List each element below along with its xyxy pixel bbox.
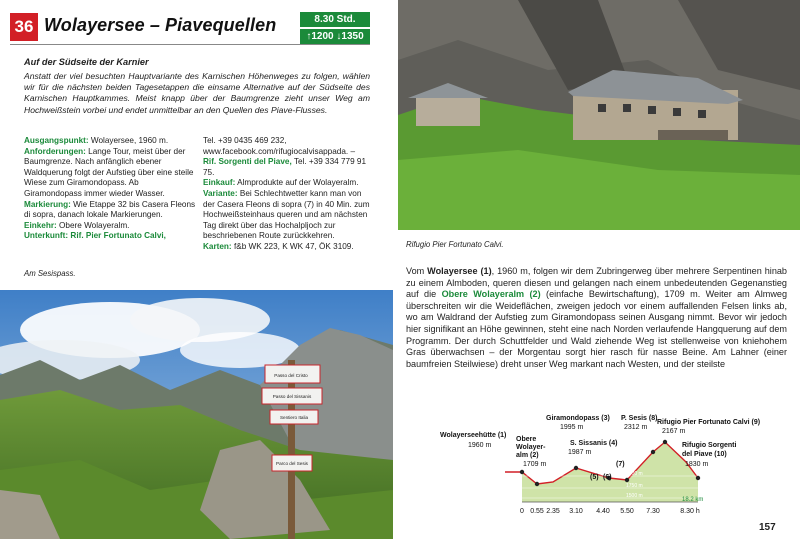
profile-point [535,482,539,486]
alt-tick: 1500 m [626,493,643,499]
profile-alt: 1960 m [468,442,492,449]
profile-point [663,440,667,444]
info-column-left [24,136,196,242]
time-tick: 3.10 [569,508,583,515]
profile-marker: (6) [603,474,612,481]
profile-alt: 1709 m [523,461,547,468]
altitude-badge: ↑1200 ↓1350 [300,29,370,44]
photo-caption-rifugio: Rifugio Pier Fortunato Calvi. [406,240,504,249]
profile-alt: 1830 m [685,461,709,468]
profile-marker: (7) [616,461,625,468]
landscape-illustration [0,290,393,539]
info-item: Markierung: Wie Etappe 32 bis Casera Fleons di sopra, danach lokale Markierungen. [24,199,196,220]
elevation-profile [400,408,800,528]
intro-paragraph: Anstatt der viel besuchten Hauptvariante des Karnischen Höhenweges zu folgen, wählen wir für die nächsten beiden Tagesetappen die einsame Alternative auf der Südseite des Karnischen Hauptkammes. Meist knapp über der Baumgrenze zieht unser Weg am Hochweißstein vorbei und endet unmittelbar an den Quellen des Piave-Flusses. [24,71,370,115]
rifugio-illustration [398,0,800,230]
section-subtitle: Auf der Südseite der Karnier [24,57,149,67]
time-tick: 0 [520,508,524,515]
profile-alt: 2167 m [662,428,686,435]
time-tick: 5.50 [620,508,634,515]
time-tick: 8.30 h [680,508,700,515]
profile-alt: 1995 m [560,424,584,431]
profile-point [520,470,524,474]
tour-number-badge: 36 [10,13,38,41]
time-tick: 4.40 [596,508,610,515]
profile-label: Giramondopass (3) [546,415,610,422]
profile-point [696,476,700,480]
profile-label: Rifugio Sorgenti [682,442,737,449]
profile-label: Wolayerseehütte (1) [440,432,507,439]
info-item: Einkauf: Almprodukte auf der Wolayeralm. [203,178,359,188]
time-tick: 7.30 [646,508,660,515]
time-tick: 0.55 [530,508,544,515]
profile-label: Rifugio Pier Fortunato Calvi (9) [657,419,761,426]
sign-text: Parco del Sesis [276,461,308,466]
profile-alt: 1987 m [568,449,592,456]
alt-tick: 2000 m [626,471,643,477]
info-item: Einkehr: Obere Wolayeralm. [24,220,130,230]
profile-label: del Piave (10) [682,451,727,458]
profile-fill [522,442,698,502]
info-column-right [203,136,370,253]
profile-label: S. Sissanis (4) [570,440,618,447]
info-item: Karten: f&b WK 223, K WK 47, ÖK 3109. [203,241,354,251]
sign-text: Sentiero Italia [279,415,309,420]
sign-text: Passo del Sissanis [272,394,312,399]
contact-info: Tel. +39 0435 469 232, www.facebook.com/rifugiocalvisappada. – Rif. Sorgenti del Piave, Tel. +39 334 779 91 75. [203,136,367,177]
header-divider [10,44,370,45]
photo-caption-sesis: Am Sesispass. [24,269,76,278]
alt-tick: 1750 m [626,483,643,489]
info-item: Ausgangspunkt: Wolayersee, 1960 m. [24,136,169,145]
tour-title: Wolayersee – Piavequellen [44,15,277,35]
distance-label: 18.2 km [682,497,704,503]
time-tick: 2.35 [546,508,560,515]
profile-point [651,450,655,454]
info-item: Anforderungen: Lange Tour, meist über der Baumgrenze. Nach anfänglich ebener Waldquerung folgt der Aufstieg über eine steile Wiese zum Giramondopass. Ab Giramondopass immer wieder Wasser. [24,146,194,198]
profile-point [574,466,578,470]
profile-label: Obere [516,436,537,443]
profile-alt: 2312 m [624,424,648,431]
profile-label: Wolayer- [516,444,546,451]
page-number: 157 [759,522,776,533]
profile-point [625,478,629,482]
duration-badge: 8.30 Std. [300,12,370,27]
route-description: Vom Wolayersee (1), 1960 m, folgen wir dem Zubringerweg über mehrere Serpentinen hinab zu einem Almboden, queren diesen und gelangen nach einem unbedeutenden Gegenanstieg auf die Obere Wolayeralm (2) (einfache Bewirtschaftung), 1709 m. Weiter am Almweg überschreiten wir die Weideflächen, zweigen jedoch vor einem auffallenden Felsen links ab, wo am Waldrand der Aufstieg zum Giramondopass seinen Ausgang nimmt. Bevor wir jedoch hier signifikant an Höhe gewinnen, steht eine nach Norden verlaufende Hangquerung auf dem Programm. Der durch Schuttfelder und Wald ziehende Weg ist stellenweise von kniehohem Gras überwachsen – der Morgentau sorgt hier rasch für nasse Beine. Am Lahner (einer baumfreien Steilwiese) dreht unser Weg markant nach Westen, und der steilste [406,266,787,369]
sesis-pass-photo [0,290,393,539]
elevation-profile-graph [400,408,800,528]
info-item: Unterkunft: Rif. Pier Fortunato Calvi, [24,231,166,241]
rifugio-photo [398,0,800,230]
sign-text: Passo del Cristo [274,373,308,378]
info-item: Variante: Bei Schlechtwetter kann man von der Casera Fleons di sopra (7) in 40 Min. zum Hochweißsteinhaus queren und am nächsten Tag direkt über das Hochalpljoch zur beschriebenen Route zurückkehren. [203,188,370,241]
profile-label: P. Sesis (8) [621,415,658,422]
profile-label: alm (2) [516,452,539,459]
profile-marker: (5) [590,474,599,481]
